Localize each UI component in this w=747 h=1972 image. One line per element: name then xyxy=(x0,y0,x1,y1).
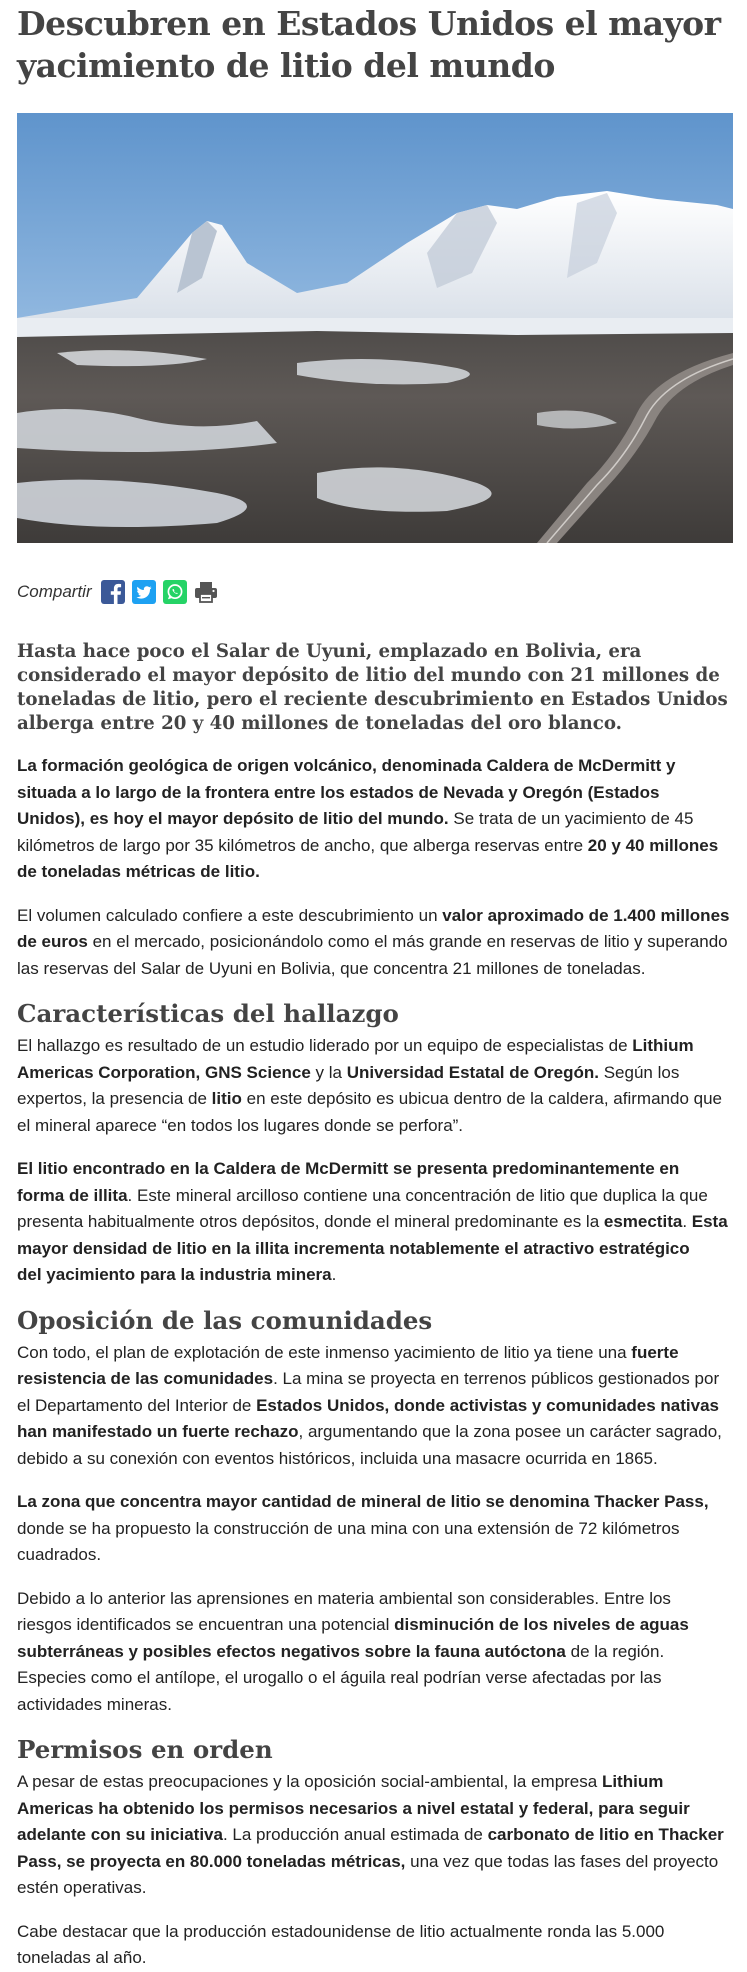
paragraph-1: La formación geológica de origen volcánico, denominada Caldera de McDermitt y situada a lo largo de la frontera entre los estados de Nevada y Oregón (Estados Unidos), es hoy el mayor depósito de litio del mundo. Se trata de un yacimiento de 45 kilómetros de largo por 35 kilómetros de ancho, que alberga reservas entre 20 y 40 millones de toneladas métricas de litio. xyxy=(17,756,719,881)
paragraph-5: Con todo, el plan de explotación de este inmenso yacimiento de litio ya tiene una fuerte resistencia de las comunidades. La mina se proyecta en terrenos públicos gestionados por el Departamento del Interior de Estados Unidos, donde activistas y comunidades nativas han manifestado un fuerte rechazo, argumentando que la zona posee un carácter sagrado, debido a su conexión con eventos históricos, incluida una masacre ocurrida en 1865. xyxy=(17,1342,722,1468)
share-bar xyxy=(17,577,730,607)
paragraph-7: Debido a lo anterior las aprensiones en materia ambiental son considerables. Entre los riesgos identificados se encuentran una potencial disminución de los niveles de aguas subterráneas y posibles efectos negativos sobre la fauna autóctona de la región. Especies como el antílope, el urogallo o el águila real podrían verse afectadas por las actividades mineras. xyxy=(17,1588,689,1714)
section-heading-characteristics: Características del hallazgo xyxy=(17,999,399,1028)
paragraph-8: A pesar de estas preocupaciones y la oposición social-ambiental, la empresa Lithium Americas ha obtenido los permisos necesarios a nivel estatal y federal, para seguir adelante con su iniciativa. La producción anual estimada de carbonato de litio en Thacker Pass, se proyecta en 80.000 toneladas métricas, una vez que todas las fases del proyecto estén operativas. xyxy=(17,1772,724,1897)
section-heading-permits: Permisos en orden xyxy=(17,1735,273,1764)
twitter-icon[interactable] xyxy=(132,580,156,604)
article-title: Descubren en Estados Unidos el mayor yacimiento de litio del mundo xyxy=(17,4,721,85)
paragraph-6: La zona que concentra mayor cantidad de mineral de litio se denomina Thacker Pass, donde se ha propuesto la construcción de una mina con una extensión de 72 kilómetros cuadrados. xyxy=(17,1492,709,1564)
paragraph-4: El litio encontrado en la Caldera de McDermitt se presenta predominantemente en forma de illita. Este mineral arcilloso contiene una concentración de litio que duplica la que presenta habitualmente otros depósitos, donde el mineral predominante es la esmectita. Esta mayor densidad de litio en la illita incrementa notablemente el atractivo estratégico del yacimiento para la industria minera. xyxy=(17,1159,728,1284)
paragraph-3: El hallazgo es resultado de un estudio liderado por un equipo de especialistas de Lithium Americas Corporation, GNS Science y la Universidad Estatal de Oregón. Según los expertos, la presencia de litio en este depósito es ubicua dentro de la caldera, afirmando que el mineral aparece “en todos los lugares donde se perfora”. xyxy=(17,1036,722,1135)
snowy-mountain-landscape-image xyxy=(17,113,733,543)
whatsapp-icon[interactable] xyxy=(163,580,187,604)
article-lead: Hasta hace poco el Salar de Uyuni, emplazado en Bolivia, era considerado el mayor depósito de litio del mundo con 21 millones de toneladas de litio, pero el reciente descubrimiento en Estados Unidos alberga entre 20 y 40 millones de toneladas del oro blanco. xyxy=(17,641,728,734)
facebook-icon[interactable] xyxy=(101,580,125,604)
print-icon[interactable] xyxy=(194,580,218,604)
paragraph-9: Cabe destacar que la producción estadounidense de litio actualmente ronda las 5.000 toneladas al año. xyxy=(17,1921,665,1967)
share-label: Compartir xyxy=(17,582,92,601)
section-heading-opposition: Oposición de las comunidades xyxy=(17,1305,433,1335)
paragraph-2: El volumen calculado confiere a este descubrimiento un valor aproximado de 1.400 millones de euros en el mercado, posicionándolo como el más grande en reservas de litio y superando las reservas del Salar de Uyuni en Bolivia, que concentra 21 millones de toneladas. xyxy=(17,905,730,978)
